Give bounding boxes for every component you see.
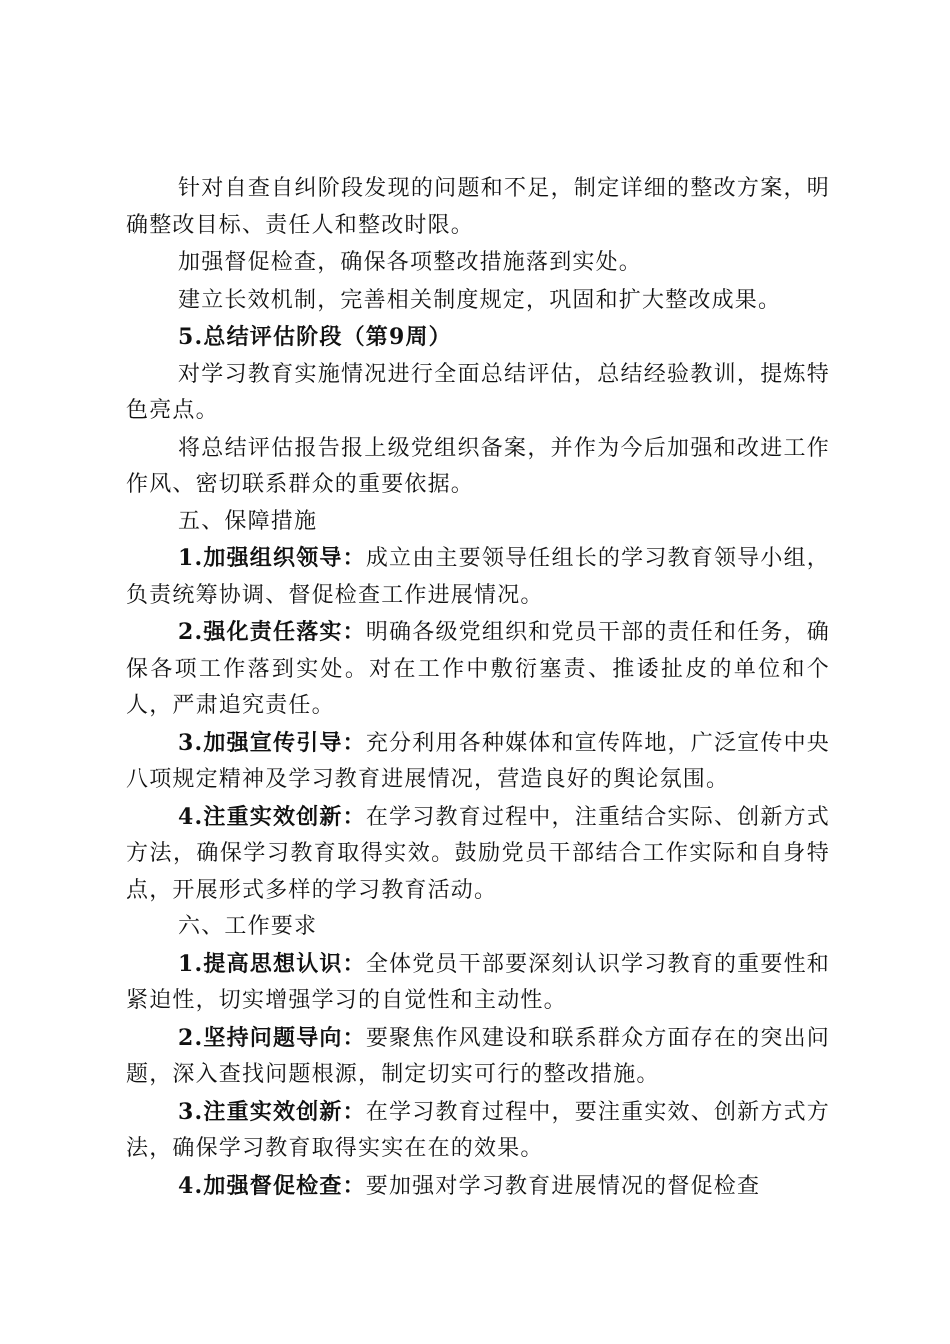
- section-heading-work-requirements: 六、工作要求: [178, 914, 318, 939]
- paragraph-problem-orientation: 2.坚持问题导向：要聚焦作风建设和联系群众方面存在的突出问题，深入查找问题根源，制定切实可行的整改措施。: [126, 1024, 830, 1087]
- paragraph-supervision: 加强督促检查，确保各项整改措施落到实处。: [178, 250, 643, 275]
- paragraph-publicity: 3.加强宣传引导：充分利用各种媒体和宣传阵地，广泛宣传中央八项规定精神及学习教育进展情况，营造良好的舆论氛围。: [126, 729, 830, 792]
- paragraph-evaluation-report: 将总结评估报告报上级党组织备案，并作为今后加强和改进工作作风、密切联系群众的重要依据。: [126, 435, 830, 497]
- paragraph-responsibility: 2.强化责任落实：明确各级党组织和党员干部的责任和任务，确保各项工作落到实处。对在工作中敷衍塞责、推诿扯皮的单位和个人，严肃追究责任。: [126, 619, 830, 718]
- section-heading-evaluation-stage: 5.总结评估阶段（第9周）: [178, 324, 452, 350]
- section-heading-safeguards: 五、保障措施: [178, 508, 318, 534]
- paragraph-practical-results: 3.注重实效创新：在学习教育过程中，要注重实效、创新方式方法，确保学习教育取得实实在在的效果。: [126, 1098, 830, 1161]
- paragraph-evaluation-summary: 对学习教育实施情况进行全面总结评估，总结经验教训，提炼特色亮点。: [126, 361, 830, 423]
- paragraph-effectiveness-innovation: 4.注重实效创新：在学习教育过程中，注重结合实际、创新方式方法，确保学习教育取得实效。鼓励党员干部结合工作实际和自身特点，开展形式多样的学习教育活动。: [126, 803, 830, 903]
- paragraph-long-term-mechanism: 建立长效机制，完善相关制度规定，巩固和扩大整改成果。: [178, 287, 782, 313]
- document-body: [126, 170, 830, 1205]
- paragraph-rectification-plan: 针对自查自纠阶段发现的问题和不足，制定详细的整改方案，明确整改目标、责任人和整改时限。: [126, 176, 830, 238]
- paragraph-organizational-leadership: 1.加强组织领导：成立由主要领导任组长的学习教育领导小组，负责统筹协调、督促检查工作进展情况。: [126, 545, 830, 608]
- paragraph-supervision-inspection: 4.加强督促检查：要加强对学习教育进展情况的督促检查: [178, 1172, 761, 1199]
- paragraph-ideological-awareness: 1.提高思想认识：全体党员干部要深刻认识学习教育的重要性和紧迫性，切实增强学习的自觉性和主动性。: [126, 950, 830, 1013]
